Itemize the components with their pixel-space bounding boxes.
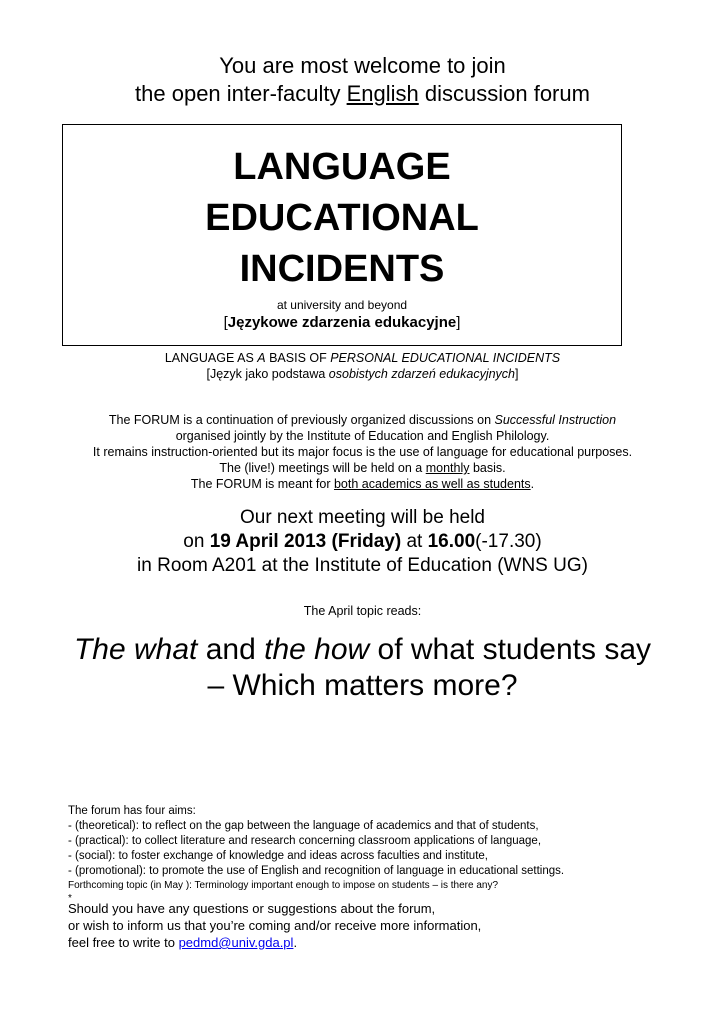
meeting-line-2 — [0, 530, 725, 554]
topic-line-1 — [0, 632, 725, 668]
basis-pl-a: [Język jako podstawa — [206, 367, 329, 381]
meeting-line-1: Our next meeting will be held — [239, 507, 485, 528]
basis-polish — [0, 366, 725, 382]
forthcoming-topic: Forthcoming topic (in May ): Terminology important enough to impose on students – is there any? — [68, 880, 499, 891]
contact-line-3-end: . — [293, 935, 298, 950]
aim-item: - (theoretical): to reflect on the gap between the language of academics and that of students, — [68, 820, 539, 832]
topic-rest: of what students say — [369, 633, 652, 666]
footnote-marker: * — [68, 893, 72, 904]
intro-line-2 — [0, 80, 725, 108]
main-title — [63, 142, 621, 295]
meeting-time: 16.00 — [427, 531, 476, 552]
successful-instruction: Successful Instruction — [494, 413, 617, 427]
polish-title-text: Językowe zdarzenia edukacyjne — [227, 314, 457, 331]
contact-line-3 — [68, 934, 708, 951]
contact-line-2: or wish to inform us that you’re coming and/or receive more information, — [68, 918, 482, 933]
meeting-info — [0, 506, 725, 578]
basis-pl-c: ] — [515, 367, 519, 381]
forum-line-4 — [0, 460, 725, 476]
forum-line-5-c: . — [530, 477, 535, 491]
monthly-underlined: monthly — [425, 461, 470, 475]
title-box — [62, 124, 622, 346]
meeting-end-time: (-17.30) — [475, 531, 542, 552]
forum-line-1 — [0, 412, 725, 428]
april-topic-intro: The April topic reads: — [303, 604, 422, 618]
intro-line-2-end: discussion forum — [418, 81, 590, 106]
meeting-at: at — [401, 531, 428, 552]
aim-item: - (promotional): to promote the use of English and recognition of language in educational settings. — [68, 865, 565, 877]
basis-en-c: BASIS OF — [265, 351, 331, 365]
basis-en-a: LANGUAGE AS — [164, 351, 258, 365]
forum-line-4-a: The (live!) meetings will be held on a — [219, 461, 426, 475]
basis-english — [0, 350, 725, 366]
aims-intro: The forum has four aims: — [68, 805, 196, 817]
title-subtitle: at university and beyond — [276, 298, 408, 312]
forum-line-5 — [0, 476, 725, 492]
aim-item: - (social): to foster exchange of knowledge and ideas across faculties and institute, — [68, 850, 488, 862]
bracket-close: ] — [456, 314, 461, 331]
intro-line-2-start: the open inter-faculty — [135, 81, 347, 106]
topic-title — [0, 632, 725, 704]
forum-line-4-c: basis. — [469, 461, 506, 475]
topic-how: the how — [264, 633, 370, 666]
basis-en-b: A — [257, 351, 266, 365]
title-line-1: LANGUAGE — [233, 146, 451, 188]
title-line-2: EDUCATIONAL — [205, 197, 479, 239]
forum-line-1-text: The FORUM is a continuation of previously organized discussions on — [108, 413, 495, 427]
bracket-open: [ — [223, 314, 228, 331]
contact-line-3-text: feel free to write to — [68, 935, 179, 950]
topic-what: The what — [73, 633, 198, 666]
contact-line-1: Should you have any questions or suggestions about the forum, — [68, 901, 436, 916]
topic-and: and — [197, 633, 265, 666]
basis-en-d: PERSONAL EDUCATIONAL INCIDENTS — [330, 351, 561, 365]
topic-line-2: – Which matters more? — [207, 669, 518, 702]
title-line-3: INCIDENTS — [239, 248, 445, 290]
basis-pl-b: osobistych zdarzeń edukacyjnych — [328, 367, 516, 381]
audience-underlined: both academics as well as students — [333, 477, 531, 491]
meeting-on: on — [183, 531, 210, 552]
english-underlined: English — [346, 81, 419, 106]
meeting-line-3: in Room A201 at the Institute of Education (WNS UG) — [137, 555, 588, 576]
email-link[interactable]: pedmd@univ.gda.pl — [178, 935, 294, 950]
contact-section — [68, 900, 708, 951]
forum-line-2: organised jointly by the Institute of Education and English Philology. — [175, 429, 550, 443]
forum-description — [0, 412, 725, 492]
basis-statement — [0, 350, 725, 382]
aim-item: - (practical): to collect literature and research concerning classroom applications of language, — [68, 835, 542, 847]
intro-line-1: You are most welcome to join — [219, 53, 506, 78]
meeting-date: 19 April 2013 (Friday) — [209, 531, 402, 552]
aims-section — [68, 804, 708, 905]
intro-text — [0, 52, 725, 108]
forum-line-5-a: The FORUM is meant for — [190, 477, 334, 491]
polish-title — [63, 313, 621, 332]
forum-line-3: It remains instruction-oriented but its major focus is the use of language for educational purposes. — [92, 445, 633, 459]
